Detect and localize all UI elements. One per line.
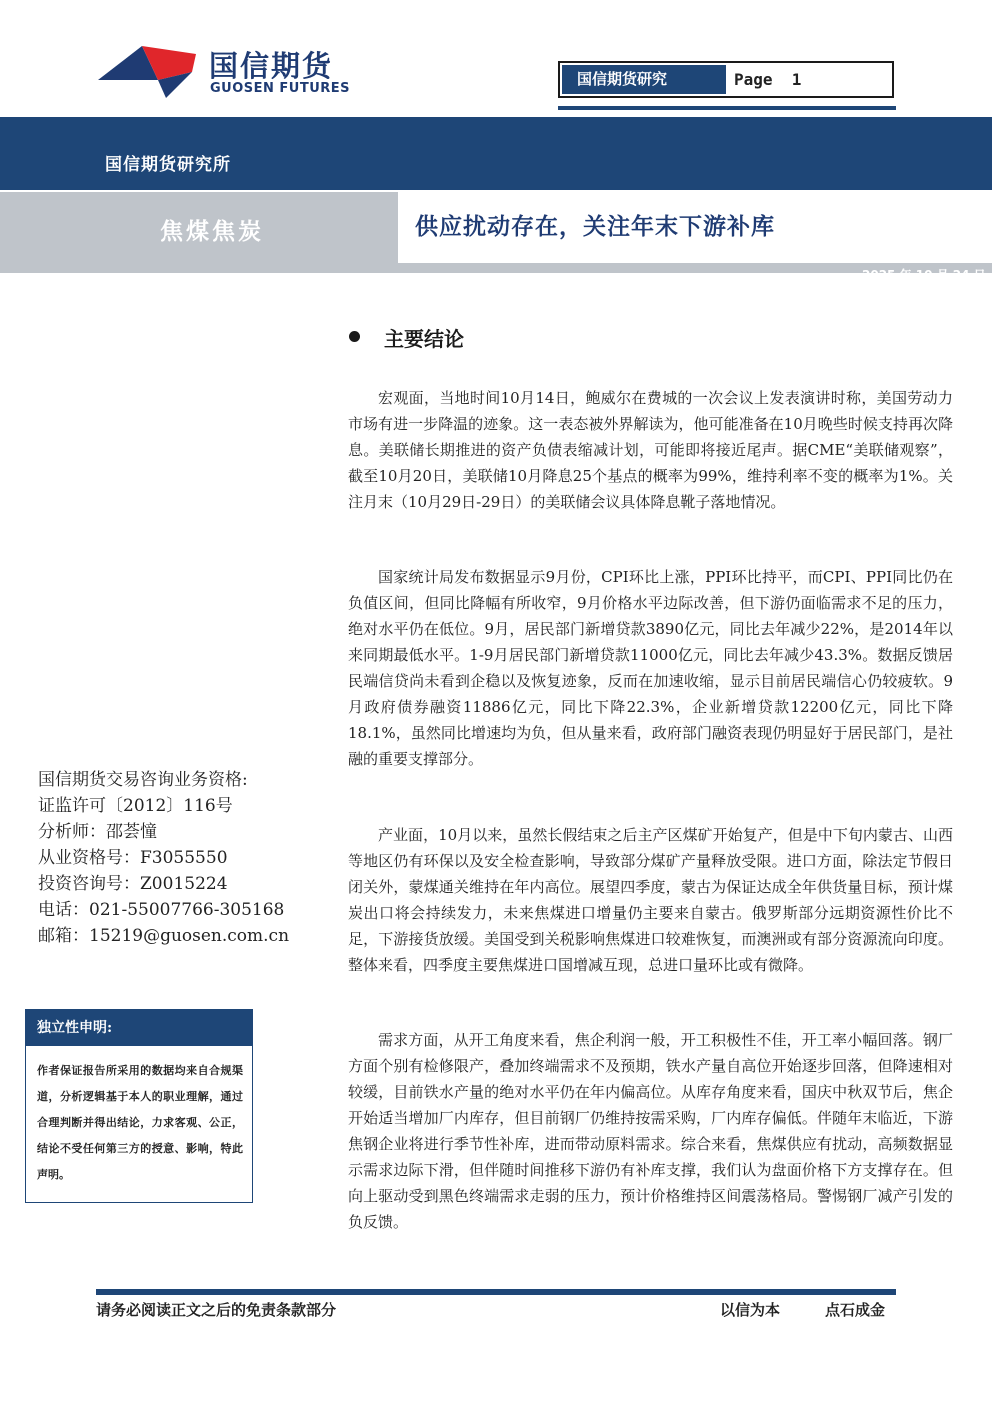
paragraph-macro: 宏观面，当地时间10月14日，鲍威尔在费城的一次会议上发表演讲时称，美国劳动力市场有进一步降温的迹象。这一表态被外界解读为，他可能准备在10月晚些时候支持再次降息。美联储长期推进的资产负债表缩减计划，可能即将接近尾声。据CME“美联储观察”，截至10月20日，美联储10月降息25个基点的概率为99%，维持利率不变的概率为1%。关注月末（10月29日-29日）的美联储会议具体降息靴子落地情况。 [348,389,953,511]
bullet-icon [349,331,360,342]
research-label: 国信期货研究 [562,65,726,94]
logo-english-name: GUOSEN FUTURES [210,81,351,96]
footer-slogan-2: 点石成金 [825,1301,886,1319]
report-date: 2025 年 10 月 24 日 [862,268,986,282]
email-line: 邮箱：15219@guosen.com.cn [38,926,290,946]
paragraph-statistics: 国家统计局发布数据显示9月份，CPI环比上涨，PPI环比持平，而CPI、PPI同比仍在负值区间，但同比降幅有所收窄，9月价格水平边际改善，但下游仍面临需求不足的压力，绝对水平仍在低位。9月，居民部门新增贷款3890亿元，同比去年减少22%，是2014年以来同期最低水平。1-9月居民部门新增贷款11000亿元，同比去年减少43.3%。数据反馈居民端信贷尚未看到企稳以及恢复迹象，反而在加速收缩，显示目前居民端信心仍较疲软。9月政府债券融资11886亿元，同比下降22.3%，企业新增贷款12200亿元，同比下降18.1%，虽然同比增速均为负，但从量来看，政府部门融资表现仍明显好于居民部门，是社融的重要支撑部分。 [348,568,953,768]
company-logo [96,40,366,102]
footer-disclaimer: 请务必阅读正文之后的免责条款部分 [96,1301,337,1319]
page-indicator [558,61,894,98]
independence-declaration [25,1009,253,1203]
paragraph-demand: 需求方面，从开工角度来看，焦企利润一般，开工积极性不佳，开工率小幅回落。钢厂方面个别有检修限产，叠加终端需求不及预期，铁水产量自高位开始逐步回落，但降速相对较缓，目前铁水产量的绝对水平仍在年内偏高位。从库存角度来看，国庆中秋双节后，焦企开始适当增加厂内库存，但目前钢厂仍维持按需采购，厂内库存偏低。伴随年末临近，下游焦钢企业将进行季节性补库，进而带动原料需求。综合来看，焦煤供应有扰动，高频数据显示需求边际下滑，但伴随时间推移下游仍有补库支撑，我们认为盘面价格下方支撑存在。但向上驱动受到黑色终端需求走弱的压力，预计价格维持区间震荡格局。警惕钢厂减产引发的负反馈。 [348,1031,953,1231]
header-rule [558,106,896,110]
consult-number-line: 投资咨询号：Z0015224 [38,874,228,894]
section-title: 主要结论 [384,327,464,351]
qualification-line: 国信期货交易咨询业务资格: [38,770,248,790]
report-title: 供应扰动存在，关注年末下游补库 [415,213,775,240]
license-line: 证监许可〔2012〕116号 [38,796,233,816]
analyst-contact [38,767,338,949]
phone-line: 电话：021-55007766-305168 [38,900,285,920]
page-number: Page 1 [734,70,802,89]
practice-number-line: 从业资格号：F3055550 [38,848,228,868]
institute-name: 国信期货研究所 [105,155,231,175]
declaration-text: 作者保证报告所采用的数据均来自合规渠道，分析逻辑基于本人的职业理解，通过合理判断并得出结论，力求客观、公正，结论不受任何第三方的授意、影响，特此声明。 [37,1064,243,1181]
footer-slogan-1: 以信为本 [720,1301,781,1319]
logo-mark-icon [96,40,200,102]
footer-rule [96,1289,896,1295]
logo-chinese-name: 国信期货 [209,49,334,83]
report-category: 焦煤焦炭 [160,218,264,245]
analyst-line: 分析师：邵荟憧 [38,822,157,842]
paragraph-industry: 产业面，10月以来，虽然长假结束之后主产区煤矿开始复产，但是中下旬内蒙古、山西等地区仍有环保以及安全检查影响，导致部分煤矿产量释放受限。进口方面，除法定节假日闭关外，蒙煤通关维持在年内高位。展望四季度，蒙古为保证达成全年供货量目标，预计煤炭出口将会持续发力，未来焦煤进口增量仍主要来自蒙古。俄罗斯部分远期资源性价比不足，下游接货放缓。美国受到关税影响焦煤进口较难恢复，而澳洲或有部分资源流向印度。整体来看，四季度主要焦煤进口国增减互现，总进口量环比或有微降。 [348,826,953,974]
declaration-title: 独立性申明: [26,1010,252,1046]
